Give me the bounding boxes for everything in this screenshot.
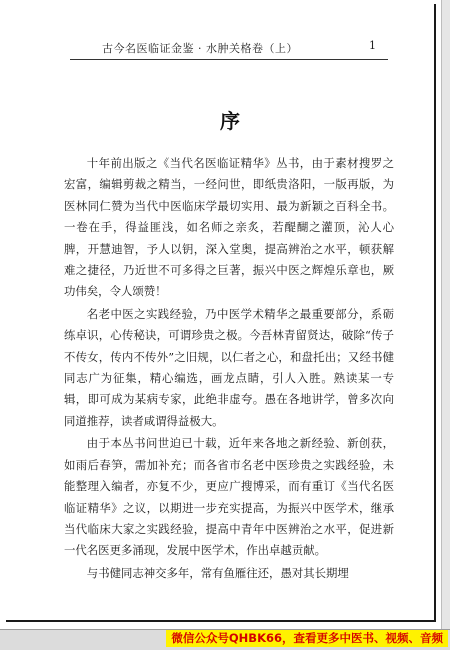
paragraph: 十年前出版之《当代名医临证精华》丛书，由于素材搜罗之宏富，编辑剪裁之精当，一经问世，即纸贵洛阳，一版再版，为医林同仁赞为当代中医临床学最切实用、最为新颖之百科全书。一卷在手，得益匪浅，如名师之亲炙，若醍醐之灌顶，沁人心脾，开慧迪智，予人以钥，深入堂奥，提高辨治之水平，顿获解难之捷径，乃近世不可多得之巨著，振兴中医之辉煌乐章也，厥功伟矣，令人颂赞！: [64, 156, 394, 299]
page-number: 1: [369, 39, 376, 52]
paragraph: 与书健同志神交多年，常有鱼雁往还，愚对其长期埋: [86, 565, 349, 580]
preface-body: [64, 153, 394, 584]
document-page: [6, 4, 436, 622]
running-header-title: 古今名医临证金鉴 · 水肿关格卷（上）: [102, 42, 298, 55]
preface-title: 序: [220, 109, 242, 133]
vertical-scrollbar[interactable]: [441, 0, 450, 630]
header-divider: [70, 59, 388, 60]
wechat-watermark-banner: 微信公众号QHBK66，查看更多中医书、视频、音频: [166, 630, 448, 647]
paragraph: 名老中医之实践经验，乃中医学术精华之最重要部分，系砺练卓识，心传秘诀，可谓珍贵之极。今吾林青留贤达，破除“传子不传女，传内不传外”之旧规，以仁者之心，和盘托出；又经书健同志广为征集，精心编选，画龙点睛，引人入胜。熟读某一专辑，即可成为某病专家，此绝非虚夸。愚在各地讲学，曾多次向同道推荐，读者咸谓得益极大。: [64, 306, 394, 428]
paragraph: 由于本丛书问世迫已十载，近年来各地之新经验、新创获，如雨后春笋，需加补充；而各省市名老中医珍贵之实践经验，未能整理入编者，亦复不少，更应广搜博采，而有重订《当代名医临证精华》之议，以期进一步充实提高，为振兴中医学术，继承当代临床大家之实践经验，提高中青年中医辨治之水平，促进新一代名医更多涌现，发展中医学术，作出卓越贡献。: [64, 436, 394, 558]
